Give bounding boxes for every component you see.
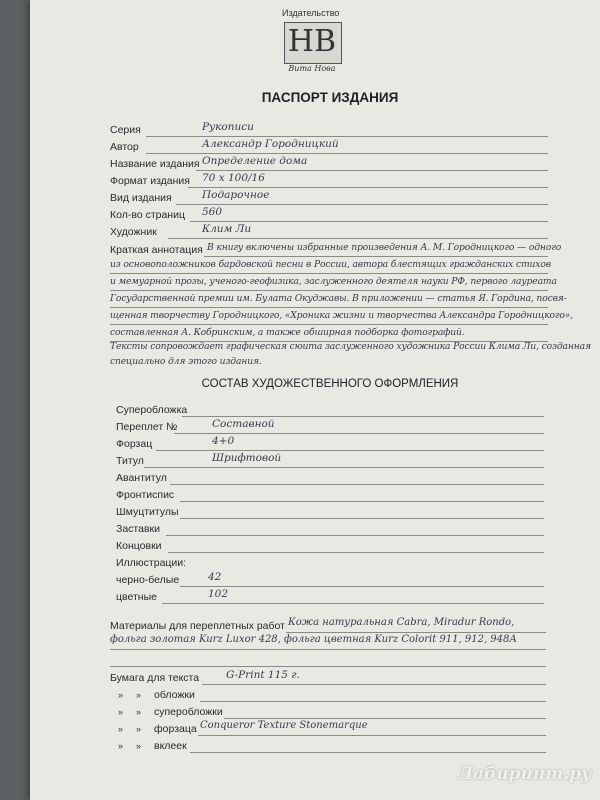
ditto-mark: »: [118, 724, 124, 734]
endpaper-paper-value: Conqueror Texture Stonemarque: [200, 720, 368, 731]
color-value: 102: [208, 588, 229, 600]
artist-label: Художник: [110, 226, 157, 238]
frontispiece-label: Фронтиспис: [116, 489, 175, 501]
color-label: цветные: [116, 591, 157, 603]
format-value: 70 x 100/16: [202, 172, 265, 184]
binding-line: [174, 433, 544, 434]
title-label: Название издания: [110, 158, 200, 170]
materials-value-2: фольга золотая Kurz Luxor 428, фольга цветная Kurz Colorit 911, 912, 948А: [110, 634, 517, 645]
ditto-mark: »: [136, 741, 142, 751]
annotation-text-3: и мемуарной прозы, ученого-геофизика, заслуженного деятеля науки РФ, первого лауреата: [110, 276, 557, 287]
type-label: Вид издания: [110, 192, 172, 204]
half-titles-label: Шмуцтитулы: [116, 506, 179, 518]
half-titles-line: [180, 518, 544, 519]
avantitle-line: [170, 484, 544, 485]
bw-value: 42: [208, 571, 222, 583]
tailpieces-line: [168, 552, 544, 553]
dust-jacket-label: Суперобложка: [116, 404, 188, 416]
annotation-line-3: [110, 290, 548, 291]
author-label: Автор: [110, 141, 139, 153]
title-page-label: Титул: [116, 455, 144, 467]
dust-jacket-paper-label: суперобложки: [154, 706, 223, 718]
paper-value: G-Print 115 г.: [226, 669, 300, 681]
insert-label: вклеек: [154, 740, 187, 752]
materials-label: Материалы для переплетных работ: [110, 620, 285, 632]
paper-label: Бумага для текста: [110, 672, 200, 684]
avantitle-label: Авантитул: [116, 472, 167, 484]
series-label: Серия: [110, 124, 141, 136]
publisher-label: Издательство: [282, 8, 340, 18]
annotation-line-2: [110, 273, 548, 274]
ditto-mark: »: [118, 741, 124, 751]
ditto-mark: »: [136, 724, 142, 734]
title-page-value: Шрифтовой: [212, 452, 282, 464]
dust-jacket-line: [182, 416, 544, 417]
design-heading: СОСТАВ ХУДОЖЕСТВЕННОГО ОФОРМЛЕНИЯ: [201, 378, 459, 390]
annotation-text-5: щенная творчеству Городницкого, «Хроника жизни и творчества Александра Городницкого»,: [110, 310, 574, 321]
pages-line: [190, 221, 548, 222]
page-title: ПАСПОРТ ИЗДАНИЯ: [261, 90, 399, 105]
annotation-text-7: Тексты сопровождает графическая сюита заслуженного художника России Клима Ли, созданная: [110, 341, 591, 352]
pages-value: 560: [202, 206, 223, 218]
title-page-line: [144, 467, 544, 468]
annotation-line-4: [110, 307, 548, 308]
frontispiece-line: [180, 501, 544, 502]
materials-line-2: [110, 649, 546, 650]
dust-jacket-paper-line: [224, 718, 546, 719]
materials-line-3: [110, 666, 546, 667]
format-label: Формат издания: [110, 175, 190, 187]
ditto-mark: »: [118, 690, 124, 700]
materials-line-1: [286, 632, 546, 633]
artist-value: Клим Ли: [202, 223, 252, 235]
artist-line: [168, 238, 548, 239]
watermark: Лабиринт.ру: [458, 764, 592, 784]
series-value: Рукописи: [202, 121, 254, 133]
binding-value: Составной: [212, 418, 275, 430]
insert-line: [190, 752, 546, 753]
endpaper-paper-label: форзаца: [154, 723, 197, 735]
title-line: [196, 170, 548, 171]
annotation-text-1: В книгу включены избранные произведения А. М. Городницкого — одного: [207, 242, 562, 253]
annotation-text-4: Государственной премии им. Булата Окуджавы. В приложении — статья Я. Гордина, посвя-: [110, 293, 567, 304]
endpaper-label: Форзац: [116, 438, 153, 450]
cover-label: обложки: [154, 689, 195, 701]
annotation-text-2: из основоположников бардовской песни в России, автора блестящих гражданских стихов: [110, 259, 551, 270]
type-value: Подарочное: [202, 189, 270, 201]
ditto-mark: »: [136, 707, 142, 717]
headpieces-label: Заставки: [116, 523, 160, 535]
publisher-logo-text: НВ: [287, 24, 337, 59]
annotation-label: Краткая аннотация: [110, 244, 203, 256]
type-line: [176, 204, 548, 205]
ditto-mark: »: [118, 707, 124, 717]
annotation-text-6: составленная А. Кобринским, а также обширная подборка фотографий.: [110, 327, 465, 338]
author-line: [146, 153, 548, 154]
binding-label: Переплет №: [116, 421, 178, 433]
author-value: Александр Городницкий: [202, 138, 339, 150]
series-line: [146, 136, 548, 137]
format-line: [188, 187, 548, 188]
ditto-mark: »: [136, 690, 142, 700]
annotation-line-5: [110, 324, 548, 325]
endpaper-paper-line: [198, 735, 546, 736]
endpaper-line: [156, 450, 544, 451]
materials-value-1: Кожа натуральная Cabra, Miradur Rondo,: [288, 617, 515, 628]
bw-label: черно-белые: [116, 574, 180, 586]
annotation-text-8: специально для этого издания.: [110, 356, 262, 367]
pages-label: Кол-во страниц: [110, 209, 185, 221]
publisher-name: Вита Нова: [288, 64, 336, 73]
color-line: [162, 603, 544, 604]
title-value: Определение дома: [202, 155, 308, 167]
paper-line: [202, 684, 546, 685]
tailpieces-label: Концовки: [116, 540, 162, 552]
document-page: [30, 0, 600, 800]
illustrations-label: Иллюстрации:: [116, 557, 187, 569]
bw-line: [180, 586, 544, 587]
headpieces-line: [166, 535, 544, 536]
endpaper-value: 4+0: [212, 435, 235, 447]
annotation-line-1: [204, 256, 548, 257]
cover-line: [200, 701, 546, 702]
